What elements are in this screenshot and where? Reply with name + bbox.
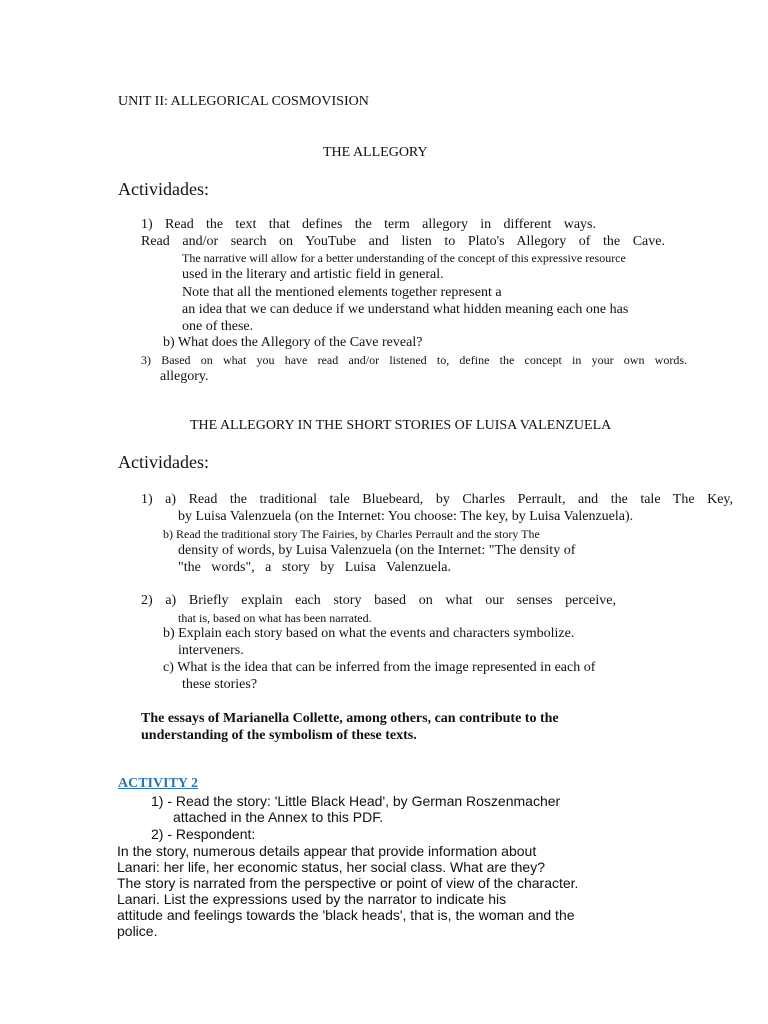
s1-line-2: Read and/or search on YouTube and listen to Plato's Allegory of the Cave.	[141, 234, 665, 249]
s1-line-5: Note that all the mentioned elements together represent a	[182, 285, 502, 300]
activity-2-heading: ACTIVITY 2	[118, 776, 198, 791]
s1-line-6: an idea that we can deduce if we understand what hidden meaning each one has	[182, 302, 629, 317]
a2-line-8: attitude and feelings towards the 'black heads', that is, the woman and the	[117, 907, 575, 923]
s2-line-1: 1) a) Read the traditional tale Bluebeard, by Charles Perrault, and the tale The Key,	[141, 492, 733, 507]
s2-line-2: by Luisa Valenzuela (on the Internet: You choose: The key, by Luisa Valenzuela).	[178, 509, 634, 524]
s2-line-10: c) What is the idea that can be inferred from the image represented in each of	[163, 660, 596, 675]
a2-line-2: attached in the Annex to this PDF.	[173, 809, 384, 825]
s2-line-11: these stories?	[182, 677, 258, 692]
s2-line-7: that is, based on what has been narrated.	[178, 611, 372, 625]
unit-title: UNIT II: ALLEGORICAL COSMOVISION	[118, 94, 369, 109]
section-title-allegory: THE ALLEGORY	[323, 145, 428, 160]
s2-line-8: b) Explain each story based on what the events and characters symbolize.	[163, 626, 575, 641]
s1-line-9: 3) Based on what you have read and/or listened to, define the concept in your own words.	[141, 353, 687, 367]
a2-line-4: In the story, numerous details appear that provide information about	[117, 843, 537, 859]
a2-line-3: 2) - Respondent:	[151, 826, 256, 842]
s1-line-7: one of these.	[182, 319, 254, 334]
s1-line-10: allegory.	[160, 369, 209, 384]
s1-line-8: b) What does the Allegory of the Cave reveal?	[163, 335, 423, 350]
s1-line-1: 1) Read the text that defines the term allegory in different ways.	[141, 217, 596, 232]
a2-line-1: 1) - Read the story: 'Little Black Head', by German Roszenmacher	[151, 793, 561, 809]
bold-note-line-1: The essays of Marianella Collette, among others, can contribute to the	[141, 711, 559, 726]
a2-line-5: Lanari: her life, her economic status, her social class. What are they?	[117, 859, 545, 875]
s2-line-3: b) Read the traditional story The Fairies, by Charles Perrault and the story The	[163, 527, 540, 541]
s2-line-5: "the words", a story by Luisa Valenzuela.	[178, 560, 451, 575]
section-title-valenzuela: THE ALLEGORY IN THE SHORT STORIES OF LUISA VALENZUELA	[190, 418, 612, 433]
a2-line-6: The story is narrated from the perspective or point of view of the character.	[117, 875, 579, 891]
a2-line-7: Lanari. List the expressions used by the narrator to indicate his	[117, 891, 507, 907]
s2-line-6: 2) a) Briefly explain each story based on what our senses perceive,	[141, 593, 616, 608]
s2-line-4: density of words, by Luisa Valenzuela (on the Internet: "The density of	[178, 543, 576, 558]
s1-line-3: The narrative will allow for a better understanding of the concept of this expressive resource	[182, 251, 626, 265]
activities-heading-1: Actividades:	[118, 179, 209, 199]
s2-line-9: interveners.	[178, 643, 244, 658]
activities-heading-2: Actividades:	[118, 452, 209, 472]
bold-note-line-2: understanding of the symbolism of these texts.	[141, 728, 417, 743]
a2-line-9: police.	[117, 923, 158, 939]
s1-line-4: used in the literary and artistic field in general.	[182, 267, 444, 282]
